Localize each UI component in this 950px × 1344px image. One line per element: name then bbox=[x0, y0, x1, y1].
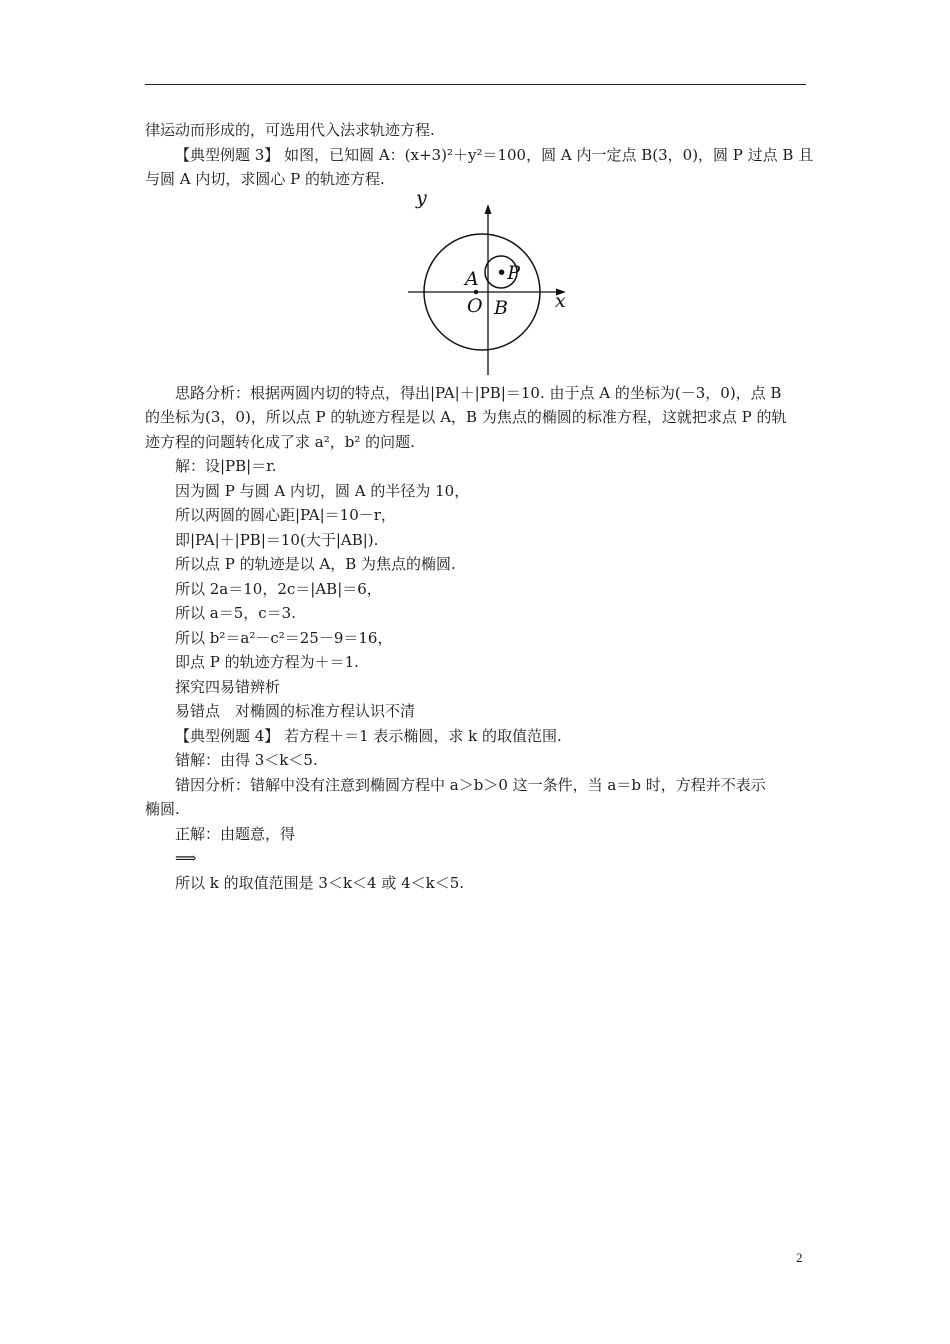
point-a-label: A bbox=[465, 267, 479, 290]
solution-line: 解：设|PB|＝r. bbox=[175, 457, 277, 475]
point-b-label: B bbox=[494, 296, 508, 319]
example-3-title: 【典型例题 3】 如图，已知圆 A：(x+3)²＋y²＝100，圆 A 内一定点 B(3，0)，圆 P 过点 B 且 bbox=[175, 145, 814, 164]
point-a-dot bbox=[474, 289, 478, 293]
solution-line: 因为圆 P 与圆 A 内切，圆 A 的半径为 10， bbox=[175, 481, 470, 500]
conclusion-line: 所以 k 的取值范围是 3＜k＜4 或 4＜k＜5. bbox=[175, 873, 465, 892]
text-line: 律运动而形成的，可选用代入法求轨迹方程. bbox=[145, 121, 435, 139]
solution-line: 所以 2a＝10，2c＝|AB|＝6， bbox=[175, 579, 382, 598]
example-4-title: 【典型例题 4】 若方程＋＝1 表示椭圆，求 k 的取值范围. bbox=[175, 726, 562, 745]
text-line: 与圆 A 内切，求圆心 P 的轨迹方程. bbox=[145, 170, 385, 188]
solution-line: 即|PA|＋|PB|＝10(大于|AB|). bbox=[175, 530, 379, 549]
header-rule bbox=[145, 84, 806, 85]
section-heading: 探究四易错辨析 bbox=[175, 677, 281, 696]
solution-line: 所以 b²＝a²－c²＝25－9＝16， bbox=[175, 628, 393, 647]
error-analysis-line: 椭圆. bbox=[145, 800, 180, 818]
analysis-line: 的坐标为(3，0)，所以点 P 的轨迹方程是以 A，B 为焦点的椭圆的标准方程，这就把求点 P 的轨 bbox=[145, 408, 787, 426]
page-number: 2 bbox=[796, 1250, 803, 1265]
solution-line: 即点 P 的轨迹方程为＋＝1. bbox=[175, 653, 359, 671]
point-p-label: •P bbox=[496, 261, 520, 284]
correct-solution-line: 正解：由题意，得 bbox=[175, 824, 296, 843]
analysis-line: 迹方程的问题转化成了求 a²，b² 的问题. bbox=[145, 432, 415, 451]
y-axis-arrow bbox=[485, 204, 492, 214]
wrong-solution-line: 错解：由得 3＜k＜5. bbox=[175, 751, 318, 769]
circle-diagram bbox=[145, 186, 806, 375]
circle-diagram-svg bbox=[408, 186, 578, 375]
subsection-heading: 易错点 对椭圆的标准方程认识不清 bbox=[175, 702, 416, 720]
y-axis-label: y bbox=[416, 186, 427, 209]
x-axis-label: x bbox=[555, 289, 566, 312]
analysis-line: 思路分析：根据两圆内切的特点，得出|PA|＋|PB|＝10. 由于点 A 的坐标为(－3，0)，点 B bbox=[175, 383, 782, 402]
solution-line: 所以点 P 的轨迹是以 A，B 为焦点的椭圆. bbox=[175, 555, 456, 573]
solution-line: 所以 a＝5，c＝3. bbox=[175, 604, 296, 622]
implies-arrow: ⟹ bbox=[175, 849, 197, 867]
origin-label: O bbox=[467, 294, 483, 317]
document-body bbox=[145, 118, 814, 895]
solution-line: 所以两圆的圆心距|PA|＝10－r， bbox=[175, 506, 396, 524]
error-analysis-line: 错因分析：错解中没有注意到椭圆方程中 a＞b＞0 这一条件，当 a＝b 时，方程并不表示 bbox=[175, 775, 766, 794]
